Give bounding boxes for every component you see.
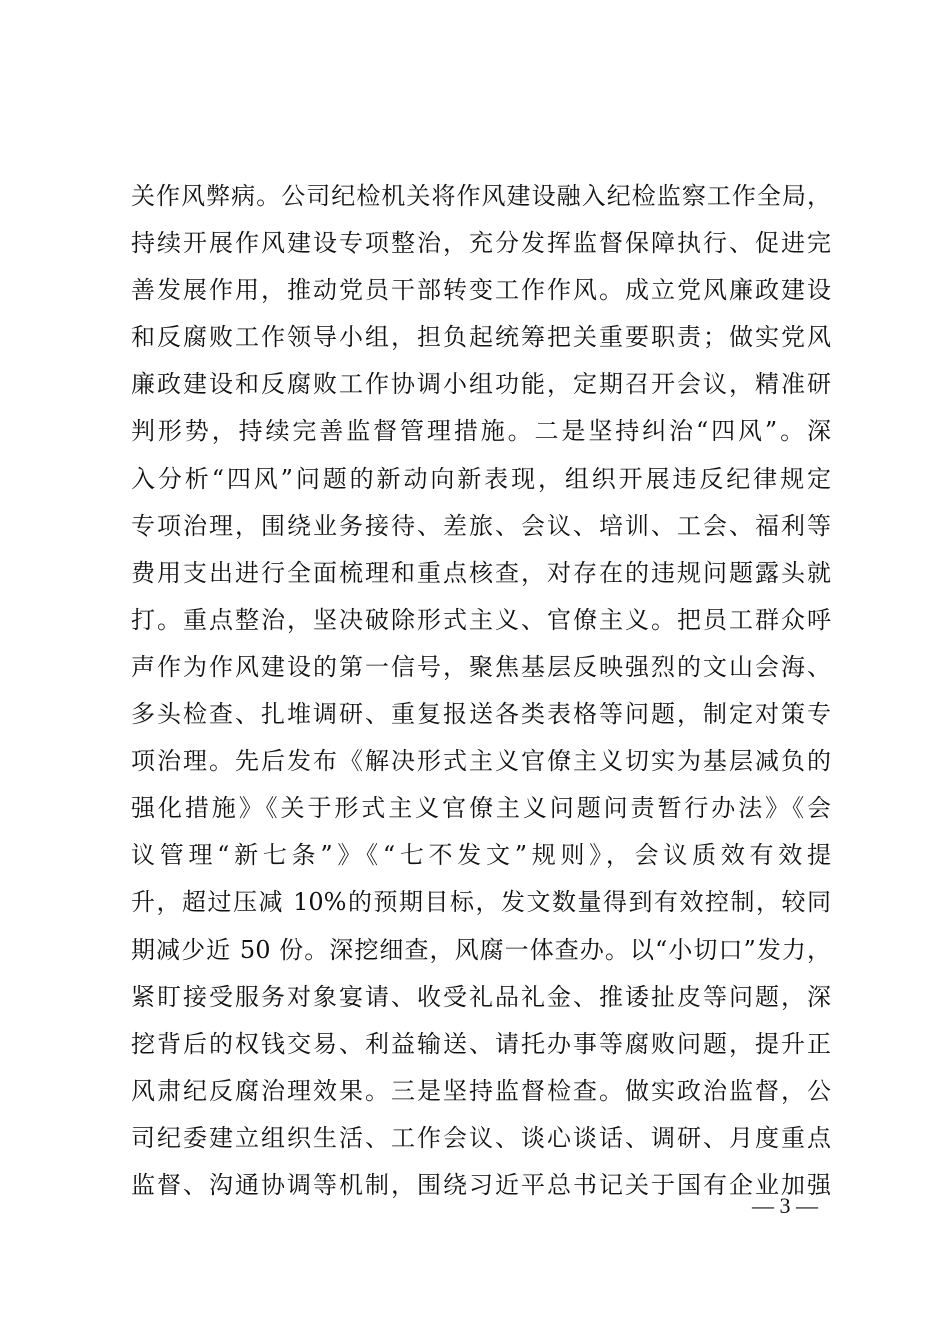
page-number: — 3 — (752, 1193, 818, 1218)
text-line: 持续开展作风建设专项整治，充分发挥监督保障执行、促进完 (131, 229, 831, 258)
text-line: 期减少近 50 份。深挖细查，风腐一体查办。以“小切口”发力， (131, 935, 831, 964)
text-line: 判形势，持续完善监督管理措施。二是坚持纠治“四风”。深 (131, 417, 831, 446)
text-line: 廉政建设和反腐败工作协调小组功能，定期召开会议，精准研 (131, 370, 831, 399)
text-line: 紧盯接受服务对象宴请、收受礼品礼金、推诿扯皮等问题，深 (131, 982, 831, 1011)
text-line: 监督、沟通协调等机制，围绕习近平总书记关于国有企业加强 (131, 1170, 831, 1199)
text-line: 费用支出进行全面梳理和重点核查，对存在的违规问题露头就 (131, 558, 831, 587)
text-line: 升，超过压减 10%的预期目标，发文数量得到有效控制，较同 (131, 888, 831, 917)
text-line: 议管理“新七条”》《“七不发文”规则》，会议质效有效提 (131, 841, 831, 870)
text-line: 项治理。先后发布《解决形式主义官僚主义切实为基层减负的 (131, 747, 831, 776)
text-line: 专项治理，围绕业务接待、差旅、会议、培训、工会、福利等 (131, 511, 831, 540)
text-line: 声作为作风建设的第一信号，聚焦基层反映强烈的文山会海、 (131, 652, 831, 681)
text-line: 司纪委建立组织生活、工作会议、谈心谈话、调研、月度重点 (131, 1123, 831, 1152)
text-line: 多头检查、扎堆调研、重复报送各类表格等问题，制定对策专 (131, 700, 831, 729)
text-line: 挖背后的权钱交易、利益输送、请托办事等腐败问题，提升正 (131, 1029, 831, 1058)
text-line: 关作风弊病。公司纪检机关将作风建设融入纪检监察工作全局， (131, 182, 831, 210)
text-line: 和反腐败工作领导小组，担负起统筹把关重要职责；做实党风 (131, 323, 831, 352)
text-line: 善发展作用，推动党员干部转变工作作风。成立党风廉政建设 (131, 276, 831, 305)
body-paragraph (131, 173, 831, 1209)
text-line: 风肃纪反腐治理效果。三是坚持监督检查。做实政治监督，公 (131, 1076, 831, 1105)
text-line: 入分析“四风”问题的新动向新表现，组织开展违反纪律规定 (131, 464, 831, 493)
text-line: 强化措施》《关于形式主义官僚主义问题问责暂行办法》《会 (131, 794, 831, 823)
text-line: 打。重点整治，坚决破除形式主义、官僚主义。把员工群众呼 (131, 605, 831, 634)
